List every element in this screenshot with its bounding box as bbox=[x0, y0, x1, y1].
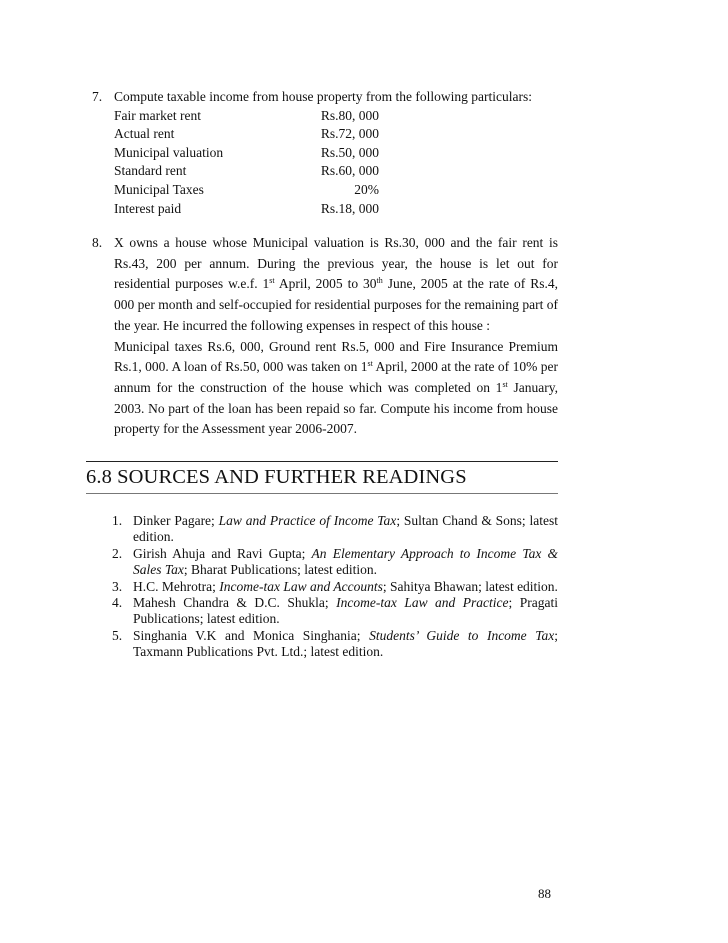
particular-row bbox=[114, 144, 562, 163]
ordinal-suffix: st bbox=[269, 276, 275, 286]
text-run: April, 2000 at the rate of 10% per annum for the construction of the house which was completed on 1 bbox=[114, 359, 558, 395]
reference-title: Income-tax Law and Accounts bbox=[219, 578, 383, 594]
particular-value: Rs.50, 000 bbox=[320, 144, 379, 160]
reference-publisher: ; Pragati Publications; latest edition. bbox=[133, 595, 558, 627]
reference-publisher: ; Sultan Chand & Sons; latest edition. bbox=[133, 513, 558, 545]
text-run: June, 2005 at the rate of Rs.4, 000 per month and self-occupied for residential purposes for the remaining part of the year. He incurred the following expenses in respect of this house : bbox=[114, 276, 558, 333]
reference-author: Girish Ahuja and Ravi Gupta; bbox=[133, 545, 312, 561]
particular-row bbox=[114, 181, 562, 200]
reference-title: An Elementary Approach to Income Tax & Sales Tax bbox=[133, 545, 558, 578]
reference-title: Students’ Guide to Income Tax bbox=[369, 627, 555, 643]
particular-value: Rs.18, 000 bbox=[320, 200, 379, 216]
reference-item bbox=[112, 513, 558, 546]
particular-value: Rs.60, 000 bbox=[320, 163, 379, 179]
reference-item bbox=[112, 628, 558, 661]
reference-author: Singhania V.K and Monica Singhania; bbox=[133, 627, 370, 643]
question-paragraph bbox=[114, 337, 558, 441]
reference-author: Mahesh Chandra & D.C. Shukla; bbox=[133, 595, 337, 611]
section-heading: 6.8 SOURCES AND FURTHER READINGS bbox=[86, 466, 467, 488]
particular-row bbox=[114, 162, 562, 181]
particular-label: Standard rent bbox=[114, 163, 187, 179]
reference-number: 4. bbox=[112, 595, 123, 611]
heading-top-rule bbox=[86, 461, 558, 462]
references-list bbox=[112, 513, 558, 661]
question-number: 8. bbox=[92, 235, 103, 250]
particular-label: Municipal valuation bbox=[114, 144, 224, 160]
reference-item bbox=[112, 595, 558, 628]
heading-bottom-rule bbox=[86, 493, 558, 494]
ordinal-suffix: st bbox=[367, 359, 373, 369]
question-8 bbox=[92, 233, 558, 440]
text-run: April, 2005 to 30 bbox=[274, 276, 377, 292]
ordinal-suffix: th bbox=[376, 276, 383, 286]
text-run: X owns a house whose Municipal valuation is Rs.30, 000 and the fair rent is Rs.43, 200 per annum. During the previous year, the house is let out for residential purposes w.e.f. 1 bbox=[114, 235, 558, 292]
reference-number: 2. bbox=[112, 545, 123, 561]
particular-value: 20% bbox=[354, 181, 379, 197]
particular-row bbox=[114, 125, 562, 144]
question-7 bbox=[92, 88, 562, 218]
particular-value: Rs.72, 000 bbox=[320, 126, 379, 142]
reference-title: Income-tax Law and Practice bbox=[336, 595, 509, 611]
reference-item bbox=[112, 579, 558, 595]
particular-row bbox=[114, 107, 562, 126]
reference-publisher: ; Sahitya Bhawan; latest edition. bbox=[382, 578, 558, 594]
reference-number: 3. bbox=[112, 578, 123, 594]
particular-row bbox=[114, 200, 562, 219]
reference-item bbox=[112, 546, 558, 579]
particular-label: Interest paid bbox=[114, 200, 182, 216]
reference-title: Law and Practice of Income Tax bbox=[218, 513, 397, 528]
particular-value: Rs.80, 000 bbox=[320, 107, 379, 123]
text-run: January, 2003. No part of the loan has been repaid so far. Compute his income from house property for the Assessment year 2006-2007. bbox=[114, 379, 558, 437]
ordinal-suffix: st bbox=[502, 379, 508, 389]
reference-author: Dinker Pagare; bbox=[133, 513, 219, 528]
particular-label: Fair market rent bbox=[114, 107, 201, 123]
question-paragraph bbox=[114, 233, 558, 337]
reference-number: 5. bbox=[112, 627, 123, 643]
reference-number: 1. bbox=[112, 513, 123, 528]
particular-label: Municipal Taxes bbox=[114, 181, 204, 197]
question-number: 7. bbox=[92, 89, 103, 104]
question-text: Compute taxable income from house property from the following particulars: bbox=[114, 89, 533, 104]
reference-author: H.C. Mehrotra; bbox=[133, 578, 220, 594]
particular-label: Actual rent bbox=[114, 126, 175, 142]
reference-publisher: ; Bharat Publications; latest edition. bbox=[183, 562, 377, 578]
particulars-table bbox=[114, 107, 562, 219]
text-run: Municipal taxes Rs.6, 000, Ground rent Rs.5, 000 and Fire Insurance Premium Rs.1, 000. A loan of Rs.50, 000 was taken on 1 bbox=[114, 338, 558, 375]
reference-publisher: ; Taxmann Publications Pvt. Ltd.; latest edition. bbox=[133, 627, 558, 660]
page-number: 88 bbox=[538, 886, 551, 901]
